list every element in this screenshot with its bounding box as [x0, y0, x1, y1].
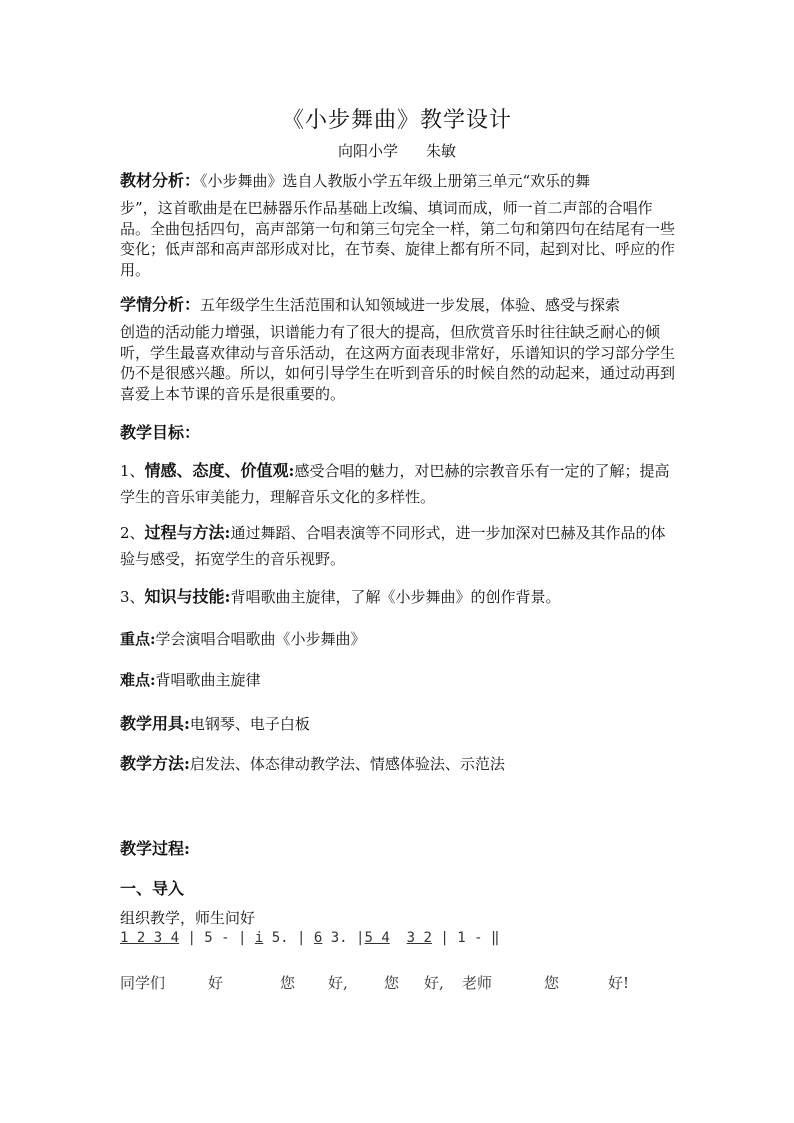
goal-3-label: 知识与技能:	[144, 587, 231, 606]
intro-heading: 一、导入	[120, 879, 185, 898]
notation-measure-3: 6	[313, 930, 323, 946]
notation-measure-4: 5 4	[364, 930, 390, 946]
goal-3-text: 背唱歌曲主旋律，了解《小步舞曲》的创作背景。	[230, 588, 561, 606]
notation-measure-1: 1 2 3 4	[120, 930, 180, 946]
student-analysis	[120, 292, 676, 404]
teaching-tools-label: 教学用具:	[120, 714, 190, 733]
material-analysis-first: 《小步舞曲》选自人教版小学五年级上册第三单元“欢乐的舞	[200, 172, 591, 190]
key-point	[120, 628, 366, 649]
teacher-name: 朱敏	[426, 142, 457, 160]
lyric-word: 好!	[608, 974, 630, 992]
student-analysis-first: 五年级学生生活范围和认知领域进一步发展，体验、感受与探索	[200, 296, 621, 314]
lyric-word: 好	[208, 974, 224, 992]
teaching-methods-text: 启发法、体态律动教学法、情感体验法、示范法	[189, 755, 505, 773]
lyric-word: 好,	[328, 974, 348, 992]
goal-1-num: 1、	[120, 462, 145, 480]
intro-line: 组织教学，师生问好	[120, 909, 256, 927]
teaching-tools-text: 电钢琴、电子白板	[189, 715, 310, 733]
music-notation	[120, 930, 499, 946]
goal-2	[120, 520, 676, 572]
goal-3-num: 3、	[120, 588, 145, 606]
author-line	[0, 140, 794, 161]
difficulty-label: 难点:	[120, 671, 156, 689]
school-name: 向阳小学	[337, 142, 398, 160]
notation-bar-1: | 5 - |	[179, 930, 255, 946]
key-point-text: 学会演唱合唱歌曲《小步舞曲》	[155, 630, 366, 648]
notation-end: | 1 - ‖	[431, 930, 500, 946]
goal-2-label: 过程与方法:	[144, 523, 231, 542]
material-analysis-rest: 步”，这首歌曲是在巴赫器乐作品基础上改编、填词而成，师一首二声部的合唱作品。全曲包括四句，高声部第一句和第三句完全一样，第二句和第四句在结尾有一些变化；低声部和高声部形成对比，在节奏、旋律上都有所不同，起到对比、呼应的作用。	[120, 199, 676, 279]
notation-measure-2: i	[254, 930, 264, 946]
lyric-word: 老师	[462, 974, 493, 992]
notation-gap	[390, 930, 407, 946]
teaching-methods-label: 教学方法:	[120, 754, 190, 773]
lyric-word: 您	[544, 974, 560, 992]
lyric-word: 您	[384, 974, 400, 992]
lyric-word: 您	[280, 974, 296, 992]
notation-after-3: 3. |	[322, 930, 365, 946]
teaching-methods	[120, 751, 505, 774]
goal-1-text: 感受合唱的魅力，对巴赫的宗教音乐有一定的了解；提高学生的音乐审美能力，理解音乐文化的多样性。	[120, 462, 670, 506]
material-analysis	[120, 168, 676, 280]
student-analysis-label: 学情分析：	[120, 295, 201, 314]
lyric-word: 好,	[424, 974, 444, 992]
difficulty-text: 背唱歌曲主旋律	[155, 671, 261, 689]
goal-1	[120, 458, 676, 510]
goal-2-num: 2、	[120, 524, 145, 542]
goal-2-text: 通过舞蹈、合唱表演等不同形式，进一步加深对巴赫及其作品的体验与感受，拓宽学生的音乐视野。	[120, 524, 666, 568]
notation-measure-5: 3 2	[406, 930, 432, 946]
teaching-goals-heading: 教学目标：	[120, 423, 201, 442]
goal-1-label: 情感、态度、价值观:	[144, 461, 295, 480]
document-title: 《小步舞曲》教学设计	[281, 108, 512, 133]
material-analysis-label: 教材分析：	[120, 171, 201, 190]
goal-3	[120, 584, 676, 610]
lyric-word: 同学们	[120, 974, 166, 992]
notation-mid: 5. |	[263, 930, 314, 946]
teaching-process-heading: 教学过程:	[120, 839, 190, 858]
key-point-label: 重点:	[120, 630, 156, 648]
difficulty	[120, 669, 261, 690]
student-analysis-rest: 创造的活动能力增强，识谱能力有了很大的提高，但欣赏音乐时往往缺乏耐心的倾听，学生最喜欢律动与音乐活动，在这两方面表现非常好，乐谱知识的学习部分学生仍不是很感兴趣。所以，如何引导学生在听到音乐的时候自然的动起来，通过动再到喜爱上本节课的音乐是很重要的。	[120, 323, 676, 403]
teaching-tools	[120, 711, 310, 734]
